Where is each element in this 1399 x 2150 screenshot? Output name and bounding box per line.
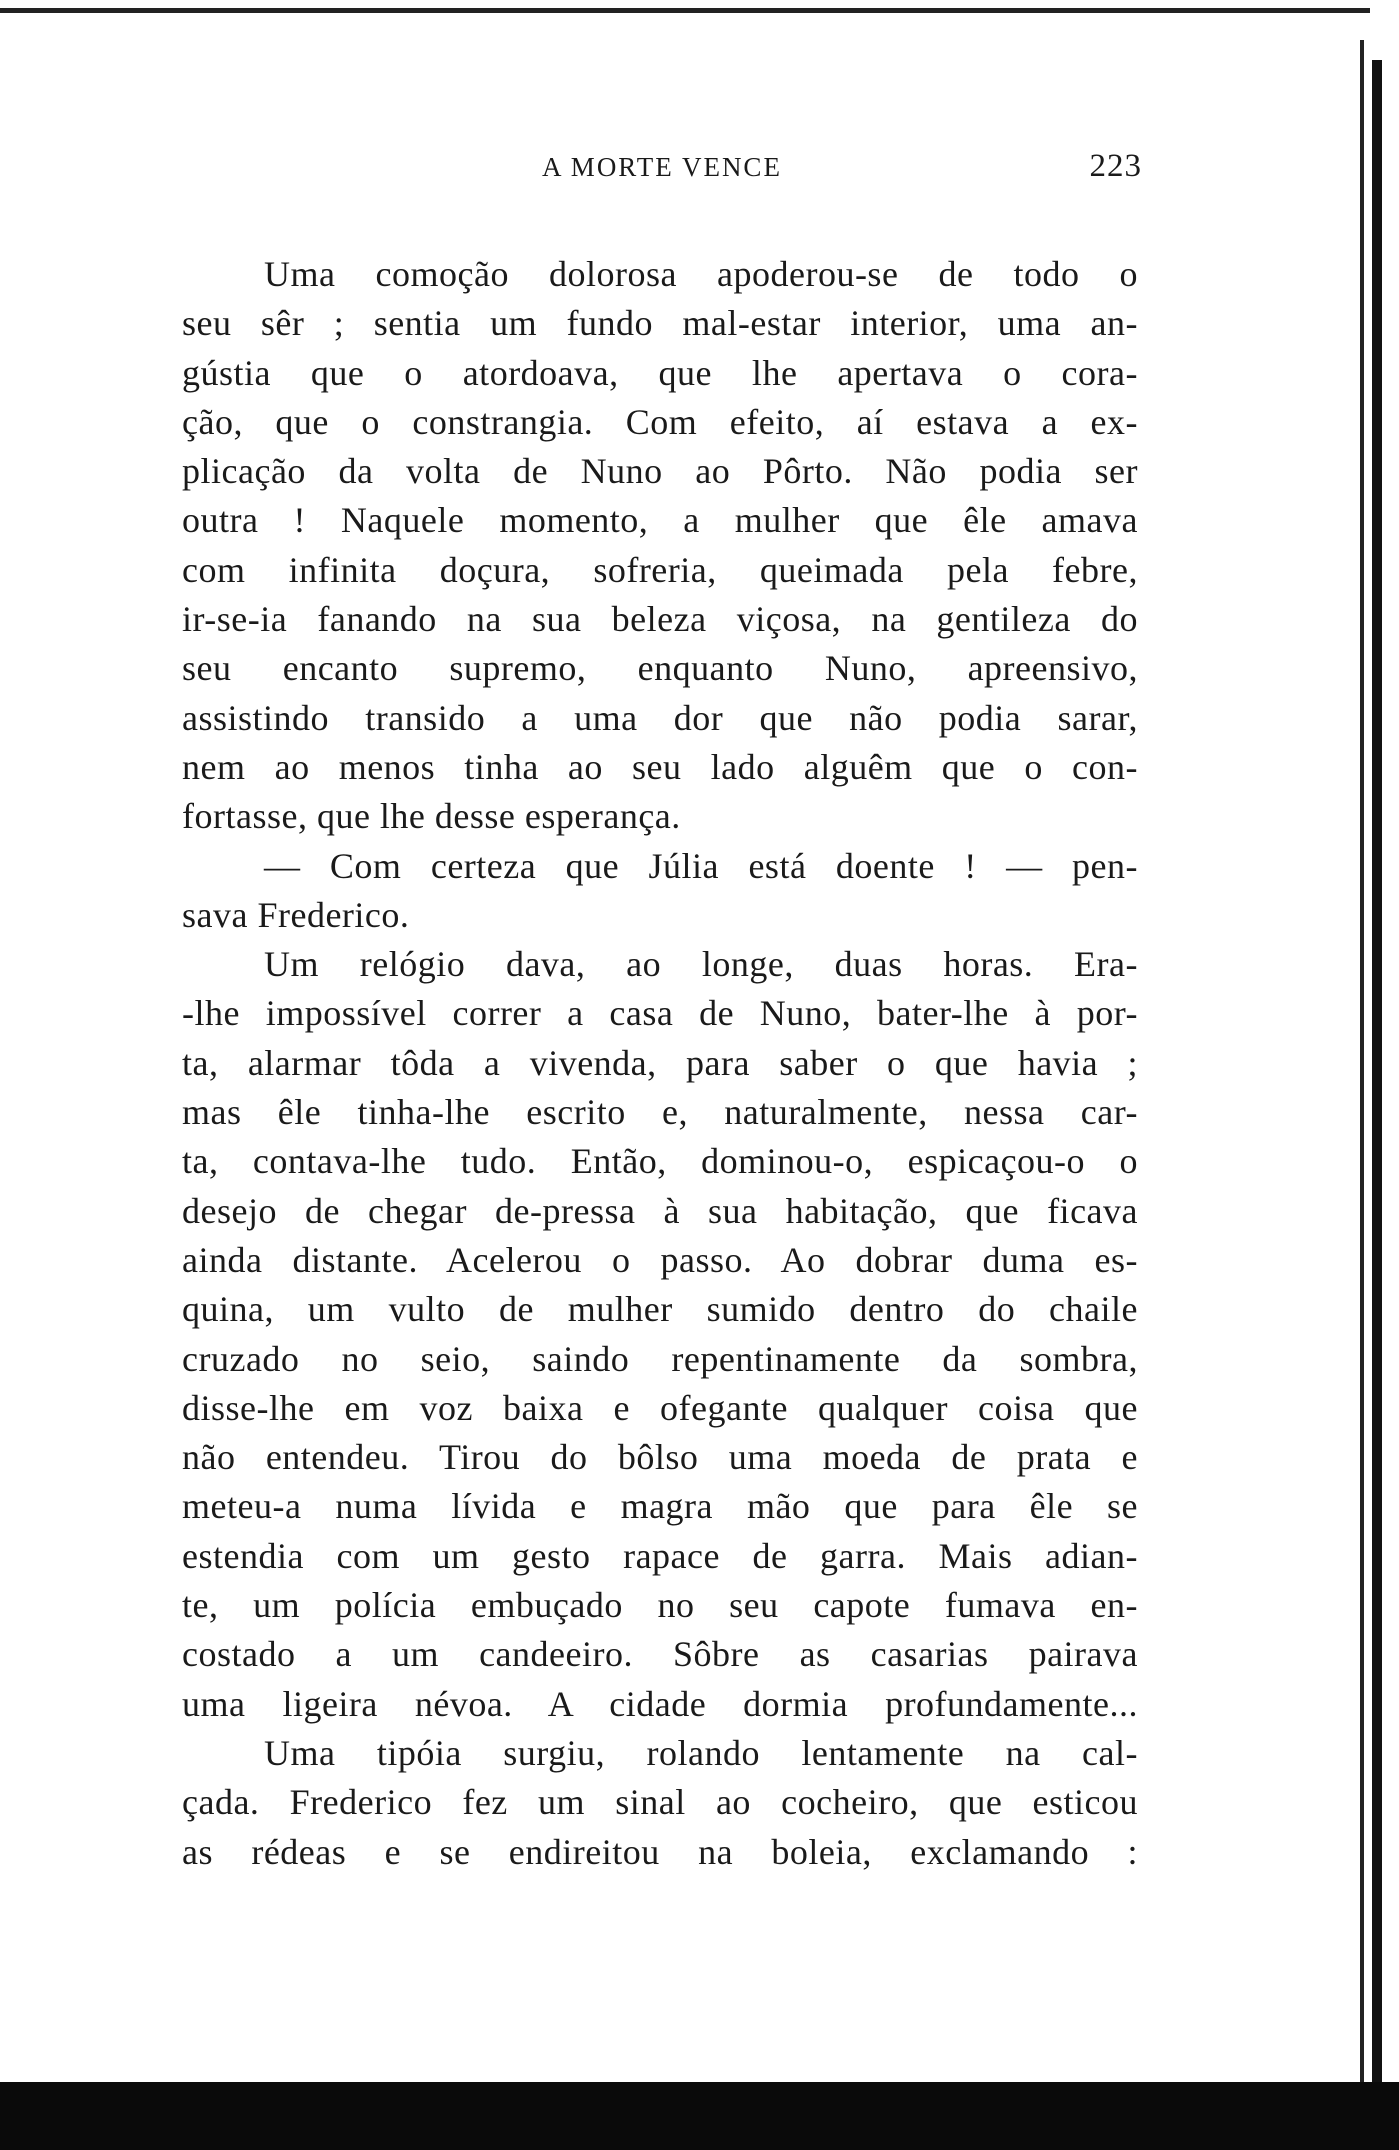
text-line: quina, um vulto de mulher sumido dentro do chaile [182, 1289, 1138, 1330]
page-body [182, 250, 1138, 1877]
page-number: 223 [1089, 148, 1142, 184]
text-line: com infinita doçura, sofreria, queimada pela febre, [182, 549, 1138, 590]
text-line: plicação da volta de Nuno ao Pôrto. Não podia ser [182, 451, 1138, 492]
text-line: desejo de chegar de-pressa à sua habitação, que ficava [182, 1190, 1138, 1231]
text-line: ainda distante. Acelerou o passo. Ao dobrar duma es- [182, 1239, 1138, 1280]
text-line: mas êle tinha-lhe escrito e, naturalmente, nessa car- [182, 1092, 1138, 1133]
text-line: nem ao menos tinha ao seu lado alguêm que o con- [182, 746, 1138, 787]
text-line: Um relógio dava, ao longe, duas horas. Era- [264, 944, 1138, 985]
text-line: costado a um candeeiro. Sôbre as casarias pairava [182, 1634, 1138, 1675]
text-line: uma ligeira névoa. A cidade dormia profundamente... [182, 1683, 1138, 1724]
running-title: A MORTE VENCE [542, 152, 782, 182]
text-line: disse-lhe em voz baixa e ofegante qualquer coisa que [182, 1387, 1138, 1428]
text-line: Uma tipóia surgiu, rolando lentamente na cal- [264, 1732, 1138, 1773]
text-line: meteu-a numa lívida e magra mão que para êle se [182, 1486, 1138, 1527]
text-line: fortasse, que lhe desse esperança. [182, 796, 681, 837]
text-line: — Com certeza que Júlia está doente ! — pen- [264, 845, 1138, 886]
text-line: ção, que o constrangia. Com efeito, aí estava a ex- [182, 401, 1138, 442]
text-line: ta, alarmar tôda a vivenda, para saber o que havia ; [182, 1042, 1138, 1083]
text-line: cruzado no seio, saindo repentinamente da sombra, [182, 1338, 1138, 1379]
scan-border-top [0, 8, 1370, 13]
text-line: ta, contava-lhe tudo. Então, dominou-o, espicaçou-o o [182, 1141, 1138, 1182]
text-line: assistindo transido a uma dor que não podia sarar, [182, 697, 1138, 738]
scan-border-right-edge [1372, 60, 1382, 2090]
scan-border-bottom [0, 2082, 1399, 2150]
text-line: seu encanto supremo, enquanto Nuno, apreensivo, [182, 648, 1138, 689]
text-line: Uma comoção dolorosa apoderou-se de todo o [264, 254, 1138, 294]
text-line: seu sêr ; sentia um fundo mal-estar interior, uma an- [182, 303, 1138, 344]
text-line: estendia com um gesto rapace de garra. Mais adian- [182, 1535, 1138, 1576]
scan-border-right [1360, 40, 1364, 2090]
text-line: gústia que o atordoava, que lhe apertava o cora- [182, 352, 1138, 393]
text-line: çada. Frederico fez um sinal ao cocheiro, que esticou [182, 1782, 1138, 1823]
text-line: não entendeu. Tirou do bôlso uma moeda de prata e [182, 1437, 1138, 1478]
text-line: sava Frederico. [182, 894, 410, 935]
text-line: outra ! Naquele momento, a mulher que êle amava [182, 500, 1138, 541]
text-line: ir-se-ia fanando na sua beleza viçosa, na gentileza do [182, 599, 1138, 640]
text-line: te, um polícia embuçado no seu capote fumava en- [182, 1585, 1138, 1626]
text-line: -lhe impossível correr a casa de Nuno, bater-lhe à por- [182, 993, 1138, 1034]
text-line: as rédeas e se endireitou na boleia, exclamando : [182, 1831, 1138, 1872]
page-header [182, 148, 1142, 192]
